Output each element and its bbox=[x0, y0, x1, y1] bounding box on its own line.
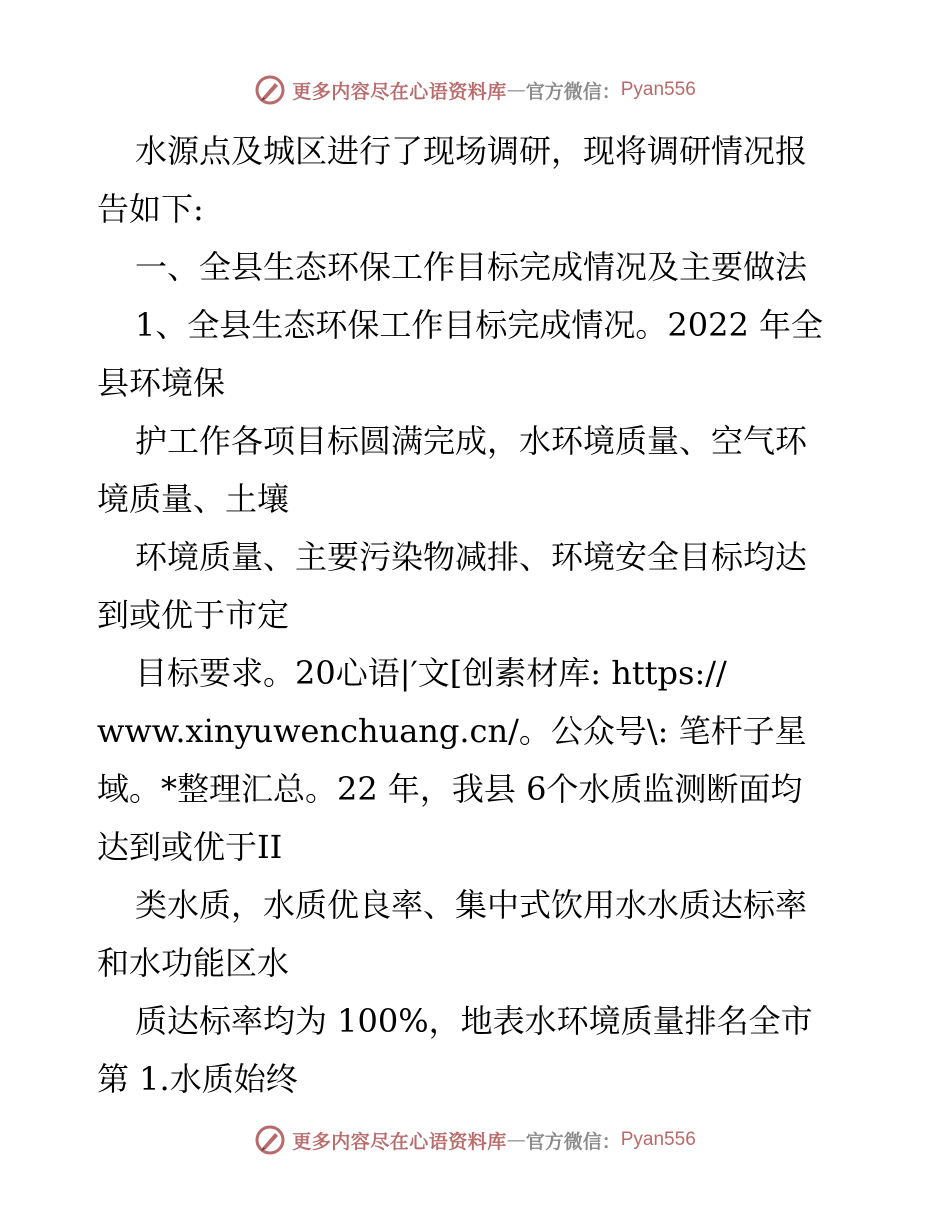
text-line: www.xinyuwenchuang.cn/。公众号\: 笔杆子星 bbox=[97, 712, 807, 750]
text-line: 到或优于市定 bbox=[97, 596, 290, 634]
text-line: 目标要求。20心语|′文[创素材库: https:// bbox=[135, 654, 727, 692]
text-line: 域。*整理汇总。22 年，我县 6个水质监测断面均 bbox=[97, 770, 803, 808]
text-line: 护工作各项目标圆满完成，水环境质量、空气环 bbox=[135, 422, 808, 460]
pen-logo-icon bbox=[254, 1124, 286, 1156]
pen-logo-icon bbox=[254, 74, 286, 106]
banner-dash: — bbox=[506, 1129, 526, 1151]
text-line: 环境质量、主要污染物减排、环境安全目标均达 bbox=[135, 538, 808, 576]
banner-official-label: 官方微信： bbox=[525, 80, 621, 103]
text-line: 告如下: bbox=[97, 190, 204, 228]
banner-wechat-id: Pyan556 bbox=[620, 1129, 696, 1150]
text-line: 第 1.水质始终 bbox=[97, 1060, 298, 1098]
banner-wechat-id: Pyan556 bbox=[620, 79, 696, 100]
banner-main-text: 更多内容尽在心语资料库 bbox=[292, 80, 507, 103]
text-line: 一、全县生态环保工作目标完成情况及主要做法 bbox=[135, 248, 808, 286]
banner-dash: — bbox=[506, 79, 526, 101]
text-line: 水源点及城区进行了现场调研，现将调研情况报 bbox=[135, 132, 808, 170]
banner-main-text: 更多内容尽在心语资料库 bbox=[292, 1130, 507, 1153]
text-line: 和水功能区水 bbox=[97, 944, 290, 982]
text-line: 类水质，水质优良率、集中式饮用水水质达标率 bbox=[135, 886, 808, 924]
document-body bbox=[97, 122, 857, 1108]
text-line: 县环境保 bbox=[97, 364, 226, 402]
text-line: 达到或优于II bbox=[97, 828, 283, 866]
banner-official-label: 官方微信： bbox=[525, 1130, 621, 1153]
text-line: 境质量、土壤 bbox=[97, 480, 290, 518]
footer-banner bbox=[0, 1120, 950, 1160]
text-line: 质达标率均为 100%，地表水环境质量排名全市 bbox=[135, 1002, 813, 1040]
header-banner bbox=[0, 70, 950, 110]
text-line: 1、全县生态环保工作目标完成情况。2022 年全 bbox=[135, 306, 823, 344]
